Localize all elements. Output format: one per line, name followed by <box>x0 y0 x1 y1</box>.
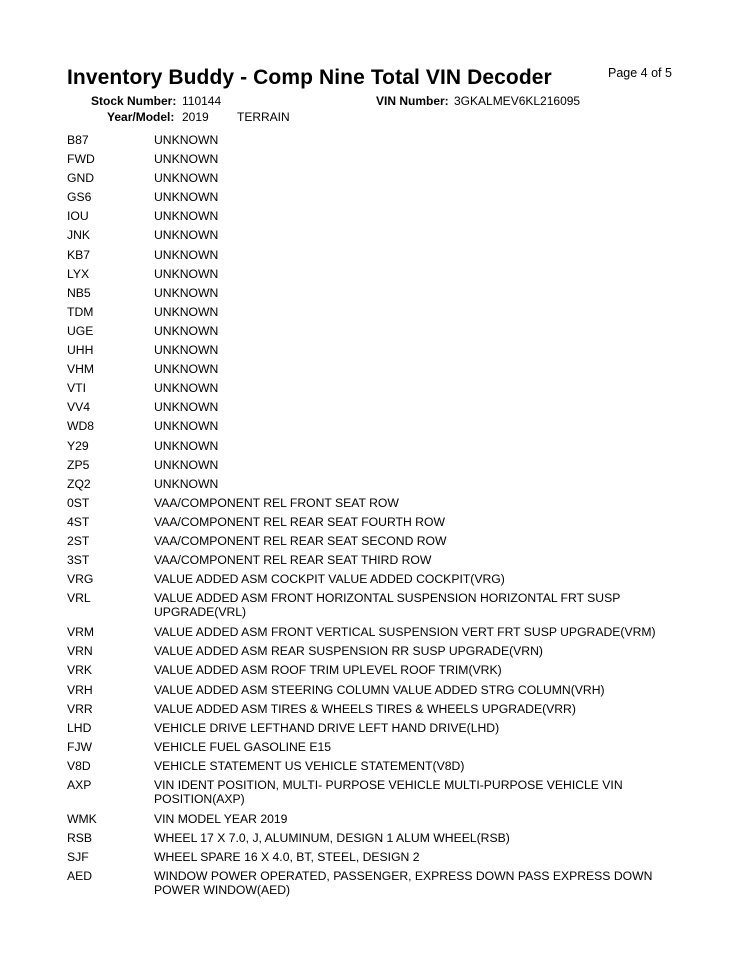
option-row <box>67 209 667 228</box>
option-description: VAA/COMPONENT REL REAR SEAT THIRD ROW <box>154 553 432 568</box>
option-code: V8D <box>67 758 91 773</box>
option-row <box>67 362 667 381</box>
option-row <box>67 683 667 702</box>
option-code: GS6 <box>67 190 92 205</box>
stock-number-value: 110144 <box>182 94 222 108</box>
option-code: B87 <box>67 133 89 147</box>
option-code: VRR <box>67 701 93 716</box>
option-row <box>67 477 667 496</box>
option-description: UNKNOWN <box>154 152 219 167</box>
option-row <box>67 190 667 209</box>
option-code: LHD <box>67 720 92 735</box>
option-row <box>67 458 667 477</box>
option-code: 2ST <box>67 533 90 548</box>
option-description: VEHICLE FUEL GASOLINE E15 <box>154 739 332 754</box>
option-description: VALUE ADDED ASM REAR SUSPENSION RR SUSP UPGRADE(VRN) <box>154 644 543 659</box>
option-description: VEHICLE DRIVE LEFTHAND DRIVE LEFT HAND DRIVE(LHD) <box>154 720 500 735</box>
option-description: WINDOW POWER OPERATED, PASSENGER, EXPRESS DOWN PASS EXPRESS DOWN POWER WINDOW(AED) <box>154 869 653 898</box>
option-code: KB7 <box>67 247 91 262</box>
option-description: UNKNOWN <box>154 400 219 415</box>
option-row <box>67 133 667 152</box>
page-number: Page 4 of 5 <box>608 66 672 80</box>
option-description: UNKNOWN <box>154 209 219 224</box>
option-code: Y29 <box>67 438 89 453</box>
option-description: UNKNOWN <box>154 362 219 377</box>
option-code: VRM <box>67 625 95 640</box>
vin-number-value: 3GKALMEV6KL216095 <box>454 94 581 108</box>
option-row <box>67 553 667 572</box>
vin-number-label: VIN Number: <box>376 94 449 108</box>
option-row <box>67 663 667 682</box>
option-description: UNKNOWN <box>154 438 219 453</box>
option-row <box>67 267 667 286</box>
option-code: 4ST <box>67 514 90 529</box>
option-description: UNKNOWN <box>154 476 219 491</box>
option-code: VTI <box>67 381 86 396</box>
option-code: 0ST <box>67 495 90 510</box>
option-description: VALUE ADDED ASM COCKPIT VALUE ADDED COCKPIT(VRG) <box>154 572 505 587</box>
option-row <box>67 381 667 400</box>
stock-number-label: Stock Number: <box>91 94 177 108</box>
option-code: VHM <box>67 362 95 377</box>
option-code: VV4 <box>67 400 91 415</box>
option-code: GND <box>67 171 95 186</box>
option-row <box>67 778 667 812</box>
option-description: UNKNOWN <box>154 190 219 205</box>
option-row <box>67 439 667 458</box>
option-description: UNKNOWN <box>154 133 219 147</box>
option-code: UHH <box>67 343 94 358</box>
option-code: ZP5 <box>67 457 90 472</box>
option-code: VRL <box>67 591 91 606</box>
option-row <box>67 305 667 324</box>
option-row <box>67 419 667 438</box>
option-description: VAA/COMPONENT REL REAR SEAT SECOND ROW <box>154 533 447 548</box>
option-code: AXP <box>67 778 92 792</box>
option-description: VALUE ADDED ASM TIRES & WHEELS TIRES & WHEELS UPGRADE(VRR) <box>154 701 576 716</box>
option-description: VIN IDENT POSITION, MULTI- PURPOSE VEHICLE MULTI-PURPOSE VEHICLE VIN POSITION(AXP) <box>154 778 623 807</box>
option-description: VALUE ADDED ASM FRONT VERTICAL SUSPENSION VERT FRT SUSP UPGRADE(VRM) <box>154 625 656 640</box>
option-description: VAA/COMPONENT REL REAR SEAT FOURTH ROW <box>154 514 445 529</box>
option-row <box>67 228 667 247</box>
option-description: UNKNOWN <box>154 419 219 434</box>
option-row <box>67 644 667 663</box>
option-code: WD8 <box>67 419 95 434</box>
option-row <box>67 625 667 644</box>
option-code: IOU <box>67 209 89 224</box>
option-description: UNKNOWN <box>154 171 219 186</box>
option-code: JNK <box>67 228 91 243</box>
option-description: UNKNOWN <box>154 304 219 319</box>
option-description: VALUE ADDED ASM ROOF TRIM UPLEVEL ROOF TRIM(VRK) <box>154 663 502 678</box>
option-code: TDM <box>67 304 94 319</box>
option-row <box>67 850 667 869</box>
option-code: LYX <box>67 266 90 281</box>
option-code: FWD <box>67 152 95 167</box>
option-row <box>67 400 667 419</box>
option-description: WHEEL SPARE 16 X 4.0, BT, STEEL, DESIGN 2 <box>154 850 420 865</box>
option-description: WHEEL 17 X 7.0, J, ALUMINUM, DESIGN 1 ALUM WHEEL(RSB) <box>154 831 510 846</box>
option-code: NB5 <box>67 285 91 300</box>
option-row <box>67 721 667 740</box>
option-description: UNKNOWN <box>154 323 219 338</box>
option-description: UNKNOWN <box>154 457 219 472</box>
option-row <box>67 152 667 171</box>
option-row <box>67 496 667 515</box>
option-row <box>67 759 667 778</box>
option-code: VRN <box>67 644 93 659</box>
year-model-label: Year/Model: <box>107 110 175 124</box>
option-description: UNKNOWN <box>154 285 219 300</box>
option-description: UNKNOWN <box>154 228 219 243</box>
option-code: UGE <box>67 323 94 338</box>
option-description: UNKNOWN <box>154 247 219 262</box>
option-code: 3ST <box>67 553 90 568</box>
option-code: SJF <box>67 850 89 865</box>
option-description: UNKNOWN <box>154 266 219 281</box>
option-code: VRG <box>67 572 94 587</box>
option-row <box>67 740 667 759</box>
option-row <box>67 572 667 591</box>
option-description: VEHICLE STATEMENT US VEHICLE STATEMENT(V8D) <box>154 758 465 773</box>
option-row <box>67 343 667 362</box>
option-row <box>67 534 667 553</box>
option-row <box>67 702 667 721</box>
option-row <box>67 324 667 343</box>
option-description: VALUE ADDED ASM STEERING COLUMN VALUE ADDED STRG COLUMN(VRH) <box>154 682 605 697</box>
option-code: VRK <box>67 663 93 678</box>
option-description: VALUE ADDED ASM FRONT HORIZONTAL SUSPENSION HORIZONTAL FRT SUSP UPGRADE(VRL) <box>154 591 621 620</box>
option-description: VAA/COMPONENT REL FRONT SEAT ROW <box>154 495 399 510</box>
option-row <box>67 812 667 831</box>
option-row <box>67 869 667 903</box>
option-row <box>67 286 667 305</box>
option-code-list <box>67 133 667 903</box>
option-code: WMK <box>67 812 97 826</box>
option-description: UNKNOWN <box>154 343 219 358</box>
option-row <box>67 515 667 534</box>
option-code: RSB <box>67 831 93 846</box>
option-description: UNKNOWN <box>154 381 219 396</box>
option-description: VIN MODEL YEAR 2019 <box>154 812 288 826</box>
option-row <box>67 248 667 267</box>
option-row <box>67 171 667 190</box>
option-row <box>67 831 667 850</box>
option-code: FJW <box>67 739 93 754</box>
option-code: VRH <box>67 682 93 697</box>
year-value: 2019 <box>182 110 209 124</box>
model-value: TERRAIN <box>237 110 290 124</box>
page-title: Inventory Buddy - Comp Nine Total VIN Decoder <box>67 66 552 89</box>
option-row <box>67 591 667 625</box>
option-code: ZQ2 <box>67 476 91 491</box>
option-code: AED <box>67 869 93 884</box>
